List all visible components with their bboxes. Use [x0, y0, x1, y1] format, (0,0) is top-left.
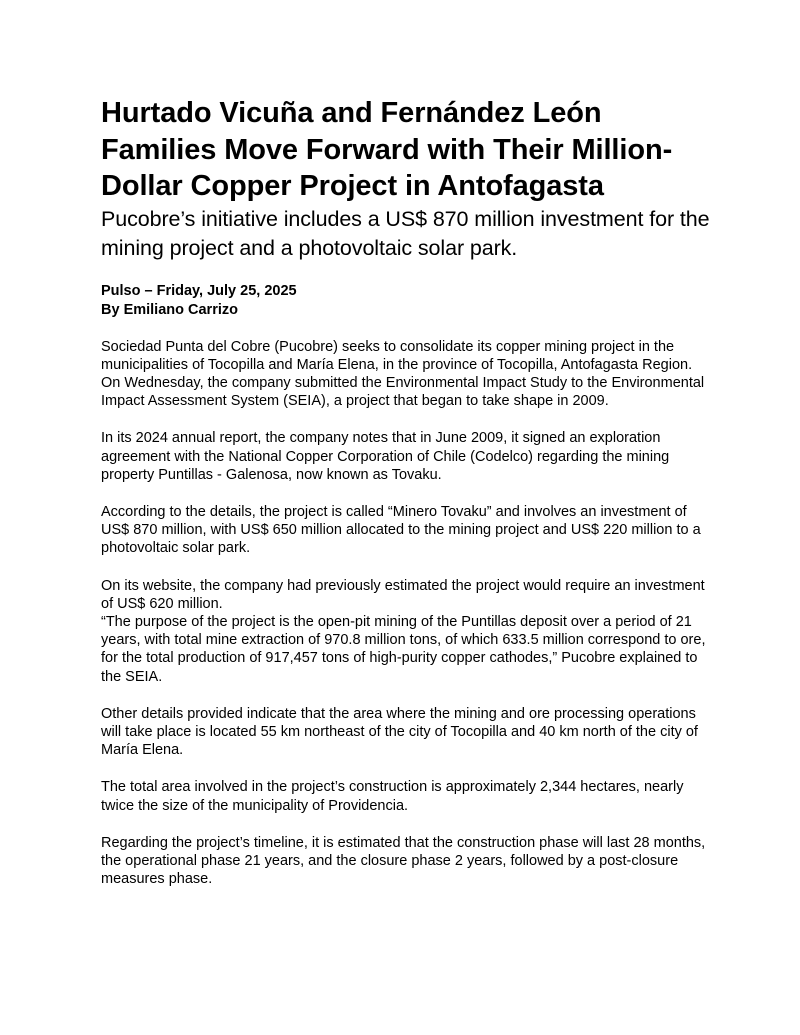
author: By Emiliano Carrizo: [101, 301, 238, 318]
byline: [101, 282, 711, 320]
article-body: [101, 338, 711, 889]
paragraph: On its website, the company had previously estimated the project would require an investment of US$ 620 million.: [101, 577, 705, 612]
article: [101, 95, 711, 907]
paragraph: The total area involved in the project’s construction is approximately 2,344 hectares, nearly twice the size of the municipality of Providencia.: [101, 779, 684, 814]
article-subheadline: Pucobre’s initiative includes a US$ 870 million investment for the mining project and a photovoltaic solar park.: [101, 206, 710, 260]
paragraph: In its 2024 annual report, the company notes that in June 2009, it signed an exploration agreement with the National Copper Corporation of Chile (Codelco) regarding the mining property Puntillas - Galenosa, now known as Tovaku.: [101, 430, 670, 483]
paragraph-group: [101, 577, 711, 686]
article-headline: Hurtado Vicuña and Fernández León Families Move Forward with Their Million-Dollar Copper Project in Antofagasta: [101, 97, 673, 202]
paragraph: Sociedad Punta del Cobre (Pucobre) seeks to consolidate its copper mining project in the municipalities of Tocopilla and María Elena, in the province of Tocopilla, Antofagasta Region. On Wednesday, the company submitted the Environmental Impact Study to the Environmental Impact Assessment System (SEIA), a project that began to take shape in 2009.: [101, 338, 705, 410]
dateline: Pulso – Friday, July 25, 2025: [101, 282, 297, 299]
paragraph: “The purpose of the project is the open-pit mining of the Puntillas deposit over a period of 21 years, with total mine extraction of 970.8 million tons, of which 633.5 million correspond to ore, for the total production of 917,457 tons of high-purity copper cathodes,” Pucobre explained to the SEIA.: [101, 613, 706, 685]
paragraph: Regarding the project’s timeline, it is estimated that the construction phase will last 28 months, the operational phase 21 years, and the closure phase 2 years, followed by a post-closure measures phase.: [101, 834, 706, 888]
paragraph: According to the details, the project is called “Minero Tovaku” and involves an investment of US$ 870 million, with US$ 650 million allocated to the mining project and US$ 220 million to a photovoltaic solar park.: [101, 503, 701, 557]
paragraph: Other details provided indicate that the area where the mining and ore processing operations will take place is located 55 km northeast of the city of Tocopilla and 40 km north of the city of María Elena.: [101, 705, 698, 759]
